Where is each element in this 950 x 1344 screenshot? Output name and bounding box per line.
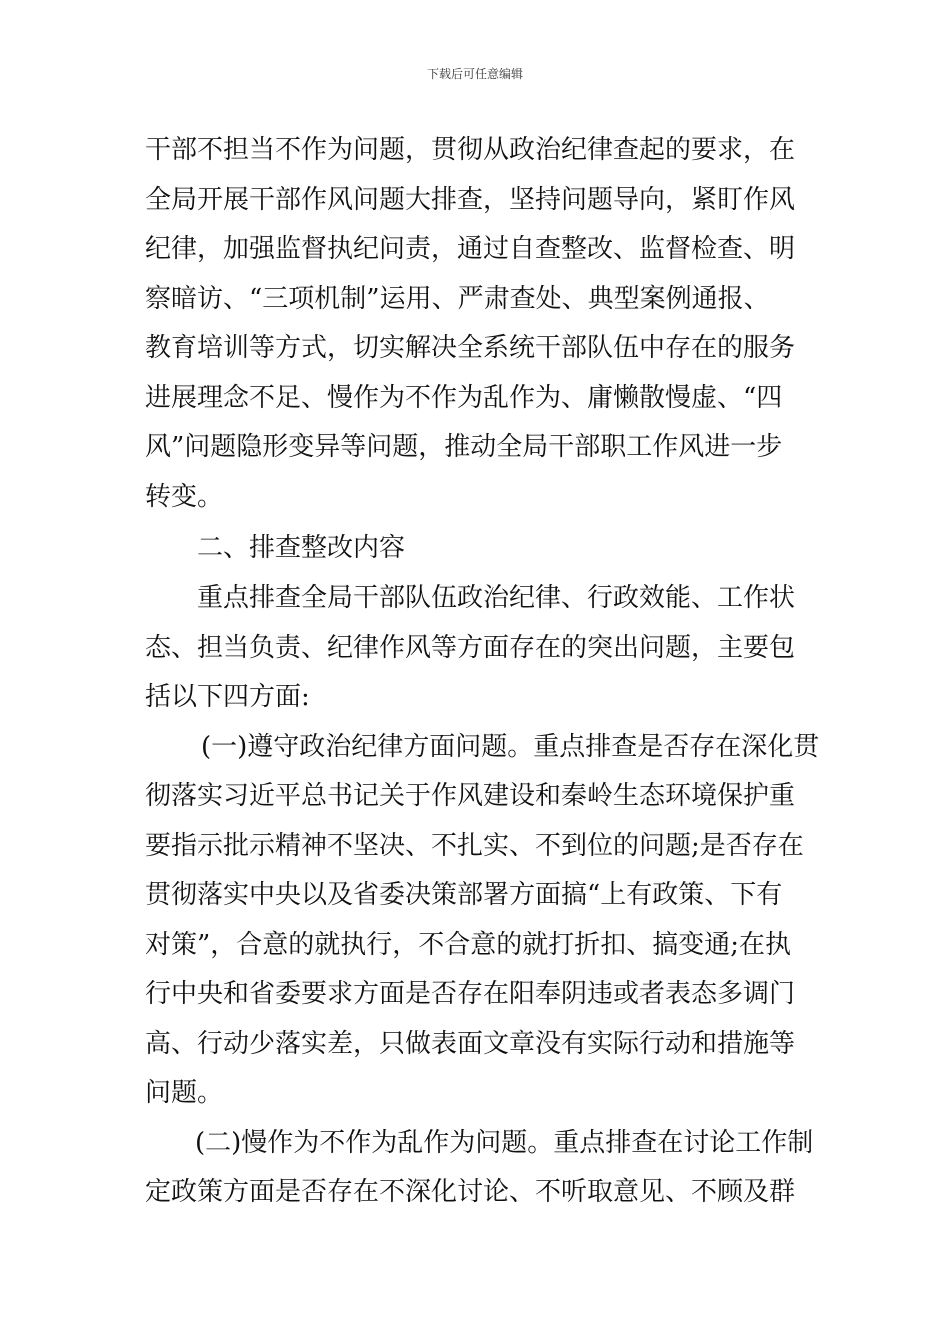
text-line: 全局开展干部作风问题大排查，坚持问题导向，紧盯作风 <box>145 184 796 215</box>
paragraph-first-line: (二)慢作为不作为乱作为问题。重点排查在讨论工作制 <box>195 1127 814 1158</box>
text-line: 定政策方面是否存在不深化讨论、不听取意见、不顾及群 <box>145 1177 796 1207</box>
text-line: 进展理念不足、慢作为不作为乱作为、庸懒散慢虚、“四 <box>145 382 783 413</box>
document-body <box>145 126 820 1218</box>
text-line: 纪律，加强监督执纪问责，通过自查整改、监督检查、明 <box>145 234 796 264</box>
text-line: 干部不担当不作为问题，贯彻从政治纪律查起的要求，在 <box>145 135 796 165</box>
text-line: 行中央和省委要求方面是否存在阳奉阴违或者表态多调门 <box>145 979 796 1009</box>
text-line: 对策”，合意的就执行，不合意的就打折扣、搞变通;在执 <box>145 929 792 960</box>
paragraph-first-line: (一)遵守政治纪律方面问题。重点排查是否存在深化贯 <box>201 731 820 762</box>
text-line: 高、行动少落实差，只做表面文章没有实际行动和措施等 <box>145 1028 796 1059</box>
text-line: 要指示批示精神不坚决、不扎实、不到位的问题;是否存在 <box>145 830 804 861</box>
text-line: 转变。 <box>145 481 224 512</box>
text-line: 教育培训等方式，切实解决全系统干部队伍中存在的服务 <box>145 333 796 363</box>
text-line: 问题。 <box>145 1078 224 1108</box>
text-line: 风”问题隐形变异等问题，推动全局干部职工作风进一步 <box>145 432 783 462</box>
text-line: 贯彻落实中央以及省委决策部署方面搞“上有政策、下有 <box>145 880 783 910</box>
section-heading: 二、排查整改内容 <box>197 533 406 563</box>
page-header: 下载后可任意编辑 <box>426 67 523 81</box>
text-line: 察暗访、“三项机制”运用、严肃查处、典型案例通报、 <box>145 283 770 314</box>
text-line: 括以下四方面: <box>145 682 310 712</box>
paragraph-first-line: 重点排查全局干部队伍政治纪律、行政效能、工作状 <box>197 583 796 613</box>
text-line: 彻落实习近平总书记关于作风建设和秦岭生态环境保护重 <box>145 781 796 811</box>
text-line: 态、担当负责、纪律作风等方面存在的突出问题，主要包 <box>145 632 796 663</box>
